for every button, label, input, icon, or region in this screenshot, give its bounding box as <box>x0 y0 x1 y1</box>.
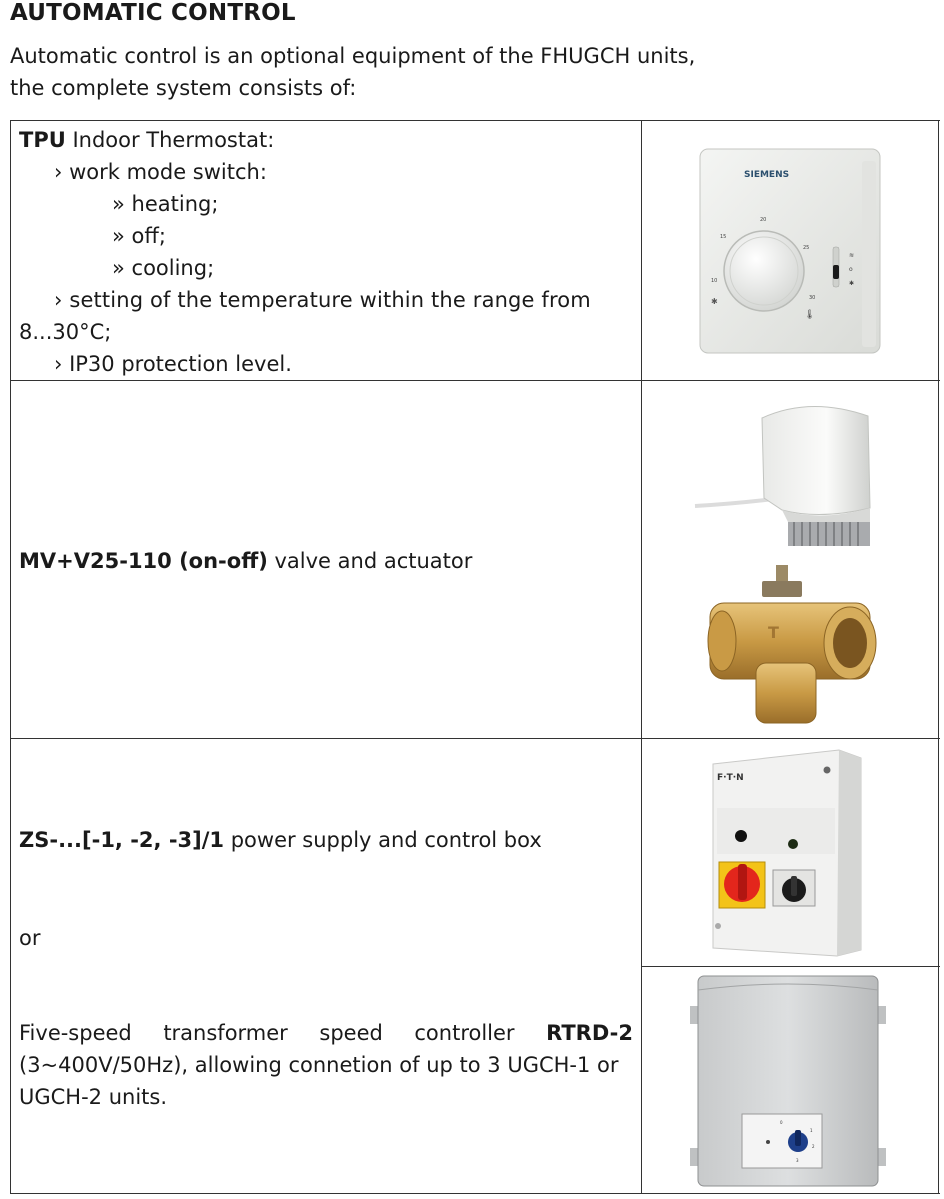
off-icon: o <box>849 266 853 273</box>
tpu-name: TPU <box>19 128 66 152</box>
section-title: AUTOMATIC CONTROL <box>10 0 296 26</box>
rtrd-line-3: UGCH-2 units. <box>19 1085 168 1109</box>
rtrd-word-3: speed <box>319 1021 383 1045</box>
actuator-image <box>690 398 880 550</box>
svg-text:3: 3 <box>796 1158 799 1163</box>
valve-name-rest: valve and actuator <box>267 549 473 573</box>
zs-name: ZS-...[-1, -2, -3]/1 <box>19 828 225 852</box>
table-border-row1 <box>10 380 940 381</box>
rtrd-line-2: (3~400V/50Hz), allowing connetion of up to 3 UGCH-1 or <box>19 1053 619 1077</box>
table-border-top <box>10 120 940 121</box>
tpu-description <box>19 124 633 380</box>
intro-line-2: the complete system consists of: <box>10 76 357 100</box>
table-border-middle <box>641 120 642 1194</box>
tpu-mode-cooling: » cooling; <box>112 256 215 280</box>
intro-text <box>10 40 910 104</box>
table-border-image-split <box>641 966 940 967</box>
control-box-image <box>707 744 867 958</box>
tpu-title <box>19 124 633 156</box>
rtrd-word-4: controller <box>414 1021 515 1045</box>
svg-text:0: 0 <box>780 1120 783 1125</box>
tpu-temp-line-2: 8...30°C; <box>19 320 112 344</box>
tpu-mode-heating: » heating; <box>112 192 219 216</box>
dial-mark-20: 20 <box>760 217 767 223</box>
snowflake-icon: ✱ <box>711 297 718 306</box>
or-text: or <box>19 926 41 950</box>
valve-image <box>700 563 880 728</box>
valve-description <box>19 545 633 577</box>
rtrd-description <box>19 1017 633 1113</box>
control-box-brand: F·T·N <box>717 773 744 783</box>
table-border-right <box>938 120 939 1194</box>
thermostat-image <box>696 147 886 357</box>
zs-name-rest: power supply and control box <box>224 828 542 852</box>
table-border-bottom <box>10 1193 940 1194</box>
rtrd-word-2: transformer <box>163 1021 288 1045</box>
zs-description <box>19 824 633 856</box>
rtrd-word-1: Five-speed <box>19 1021 132 1045</box>
speed-controller-image <box>690 972 890 1190</box>
rtrd-line-1 <box>19 1017 633 1049</box>
thermostat-brand: SIEMENS <box>744 170 790 180</box>
dial-mark-25: 25 <box>803 245 810 251</box>
tpu-name-rest: Indoor Thermostat: <box>65 128 275 152</box>
tpu-ip-level: › IP30 protection level. <box>54 352 292 376</box>
svg-text:1: 1 <box>810 1128 813 1133</box>
table-border-row2 <box>10 738 940 739</box>
dial-mark-30: 30 <box>809 295 816 301</box>
tpu-temp-line-1: › setting of the temperature within the range from <box>54 288 591 312</box>
svg-text:T: T <box>768 623 779 642</box>
tpu-mode-off: » off; <box>112 224 166 248</box>
dial-mark-15: 15 <box>720 234 727 240</box>
dial-mark-10: 10 <box>711 278 718 284</box>
valve-name: MV+V25-110 (on-off) <box>19 549 268 573</box>
heating-icon: ≋ <box>849 252 855 259</box>
thermometer-icon: 🌡 <box>804 310 816 320</box>
rtrd-name: RTRD-2 <box>546 1021 633 1045</box>
svg-text:2: 2 <box>812 1144 815 1149</box>
intro-line-1: Automatic control is an optional equipment of the FHUGCH units, <box>10 44 696 68</box>
tpu-mode-switch: › work mode switch: <box>54 160 267 184</box>
cooling-icon: ✱ <box>849 280 855 287</box>
table-border-left <box>10 120 11 1194</box>
